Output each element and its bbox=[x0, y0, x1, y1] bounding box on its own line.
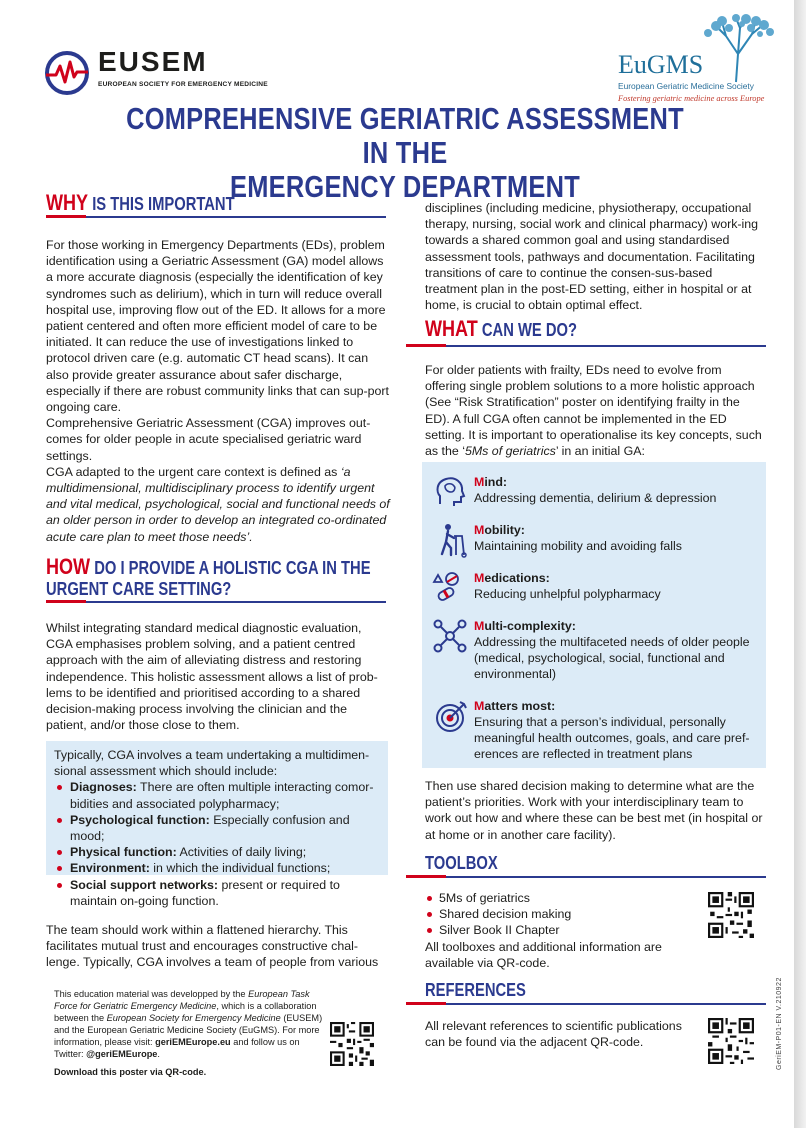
toolbox-heading: TOOLBOX bbox=[425, 853, 498, 873]
m-item-matters-most bbox=[412, 698, 760, 768]
references-heading: REFERENCES bbox=[425, 980, 526, 1000]
eugms-subtitle: European Geriatric Medicine Society bbox=[618, 81, 754, 91]
page-title: COMPREHENSIVE GERIATRIC ASSESSMENT IN THE EMERGENCY DEPARTMENT bbox=[126, 101, 684, 204]
toolbox-note: All toolboxes and additional information are available via QR-code. bbox=[425, 939, 662, 970]
toolbox-qr-code-icon[interactable] bbox=[708, 892, 754, 938]
m-title: Medications: bbox=[474, 571, 550, 585]
m-title: Mind: bbox=[474, 475, 508, 489]
eugms-tagline: Fostering geriatric medicine across Europe bbox=[618, 94, 765, 103]
what-heading-accent bbox=[406, 344, 446, 347]
m-desc: Addressing dementia, delirium & depression bbox=[474, 491, 717, 505]
m-desc: Reducing unhelpful polypharmacy bbox=[474, 587, 661, 601]
cga-assessment-box bbox=[46, 741, 388, 908]
pills-icon bbox=[432, 570, 468, 606]
why-heading-accent bbox=[46, 215, 86, 218]
references-text: All relevant references to scientific publications can be found via the adjacent QR-code. bbox=[425, 1019, 682, 1050]
list-item: Physical function: Activities of daily living; bbox=[54, 844, 380, 860]
m-item-mobility bbox=[412, 522, 760, 562]
m-title: Multi-complexity: bbox=[474, 619, 576, 633]
references-heading-rule bbox=[406, 1003, 766, 1005]
download-note: Download this poster via QR-code. bbox=[54, 1067, 207, 1077]
page-edge-shadow bbox=[794, 0, 806, 1128]
what-paragraph-1: For older patients with frailty, EDs need to evolve from offering single problem solutions to a more holistic approach (See “Risk Stratification” poster on identifying frailty in the ED). A full CGA often cannot be implemented in the ED setting. It is important to operationalise its key concepts, such as the ‘5Ms of geriatrics’ in an initial GA: bbox=[425, 363, 762, 459]
references-heading-accent bbox=[406, 1002, 446, 1005]
eugms-logo bbox=[612, 14, 782, 103]
target-icon bbox=[432, 698, 468, 734]
toolbox-heading-accent bbox=[406, 875, 446, 878]
why-paragraph-1: For those working in Emergency Departments (EDs), problem identification using a Geriatric Assessment (GA) model allows a more accurate diagnosis (especially the identification of key syndromes such as delirium), which in turn will reduce overall hospital use, improving flow out of the ED. It allows for a more patient centered and often more efficient model of care to be initiated. It can reduce the use of investigations linked to protocol driven care (e.g. automatic CT head scans). It can also provide greater assurance about safer discharge, especially if there are robust community links that can sup-port ongoing care. bbox=[46, 238, 389, 415]
how-heading: HOW DO I PROVIDE A HOLISTIC CGA IN THE URGENT CARE SETTING? bbox=[46, 554, 371, 599]
m-desc: Addressing the multifaceted needs of older people (medical, psychological, social, functional and environmental) bbox=[474, 635, 750, 682]
list-item: Social support networks: present or required to maintain on-going function. bbox=[54, 877, 380, 909]
list-item: Shared decision making bbox=[425, 906, 695, 922]
m-item-medications bbox=[412, 570, 760, 610]
network-icon bbox=[432, 618, 468, 654]
eusem-subtitle: EUROPEAN SOCIETY FOR EMERGENCY MEDICINE bbox=[98, 81, 268, 88]
right-continuation: disciplines (including medicine, physiotherapy, occupational therapy, nursing, social work and clinical pharmacy) work-ing towards a shared common goal and using standardised assessment tools, pathways and documentation. Facilitating transitions of care to continue the consen-sus-based treatment plan in the post-ED setting, either in hospital or at home, is crucial to obtain optimal effect. bbox=[425, 201, 759, 313]
why-heading: WHY IS THIS IMPORTANT bbox=[46, 190, 235, 215]
how-heading-accent bbox=[46, 600, 86, 603]
download-qr-code-icon[interactable] bbox=[330, 1022, 374, 1066]
website-link[interactable]: geriEMEurope.eu bbox=[155, 1037, 231, 1047]
what-heading: WHAT CAN WE DO? bbox=[425, 316, 578, 341]
m-item-multi-complexity bbox=[412, 618, 760, 688]
why-paragraph-2: Comprehensive Geriatric Assessment (CGA) improves out-comes for older people in acute specialised geriatric ward settings. bbox=[46, 416, 371, 463]
why-heading-rule bbox=[46, 216, 386, 218]
list-item: Environment: in which the individual functions; bbox=[54, 860, 380, 876]
eusem-name: EUSEM bbox=[98, 46, 208, 77]
how-paragraph-1: Whilst integrating standard medical diagnostic evaluation, CGA emphasises problem solving, and a patient centred approach with the aim of alleviating distress and restoring independence. This holistic assessment allows a list of prob-lems to be identified and prioritised according to a shared decision-making process involving the clinician and the patient, and/or those close to them. bbox=[46, 621, 378, 733]
m-desc: Ensuring that a person’s individual, personally meaningful health outcomes, goals, and care pref-erences are reflected in treatment plans bbox=[474, 715, 750, 762]
m-title: Mobility: bbox=[474, 523, 525, 537]
version-code: GeriEM-P01-EN V.210922 bbox=[776, 977, 783, 1070]
references-qr-code-icon[interactable] bbox=[708, 1018, 754, 1064]
toolbox-heading-rule bbox=[406, 876, 766, 878]
twitter-handle[interactable]: @geriEMEurope bbox=[86, 1049, 158, 1059]
m-item-mind bbox=[412, 474, 760, 514]
m-title: Matters most: bbox=[474, 699, 556, 713]
toolbox-list bbox=[425, 890, 695, 939]
what-heading-rule bbox=[406, 345, 766, 347]
what-paragraph-2: Then use shared decision making to determine what are the patient’s priorities. Work with your interdisciplinary team to work out how and where these can be best met (in hospital or at home or in another care facility). bbox=[425, 779, 763, 842]
tree-icon bbox=[696, 14, 780, 84]
why-paragraph-3: CGA adapted to the urgent care context is defined as ‘a multidimensional, multidisciplinary process to identify urgent and vital medical, psychological, social and functional needs of an older person in order to develop an integrated co-ordinated acute care plan to meet those needs’. bbox=[46, 464, 390, 544]
how-paragraph-2: The team should work within a flattened hierarchy. This facilitates mutual trust and encourages constructive chal-lenge. Typically, CGA involves a team of people from various bbox=[46, 923, 379, 970]
how-heading-rule bbox=[46, 601, 386, 603]
box-intro: Typically, CGA involves a team undertaking a multidimen-sional assessment which should include: bbox=[54, 748, 370, 779]
walker-icon bbox=[432, 522, 468, 558]
eusem-logo bbox=[44, 44, 268, 96]
eusem-heartbeat-icon bbox=[44, 50, 90, 96]
list-item: Psychological function: Especially confusion and mood; bbox=[54, 812, 380, 844]
m-desc: Maintaining mobility and avoiding falls bbox=[474, 539, 683, 553]
list-item: Silver Book II Chapter bbox=[425, 922, 695, 938]
why-body bbox=[46, 237, 391, 545]
footnote: This education material was developped by the European Task Force for Geriatric Emergency Medicine, which is a collaboration between the European Society for Emergency Medicine (EUSEM) and the European Geriatric Medicine Society (EuGMS). For more information, please visit: geriEMEurope.eu and follow us on Twitter: @geriEMEurope. Download this poster via QR-code. bbox=[54, 989, 323, 1077]
toolbox-body bbox=[425, 890, 695, 971]
list-item: 5Ms of geriatrics bbox=[425, 890, 695, 906]
list-item: Diagnoses: There are often multiple interacting comor-bidities and associated polypharmacy; bbox=[54, 779, 380, 811]
eugms-name: EuGMS bbox=[618, 50, 704, 79]
assessment-list bbox=[54, 779, 380, 909]
brain-head-icon bbox=[432, 474, 468, 510]
